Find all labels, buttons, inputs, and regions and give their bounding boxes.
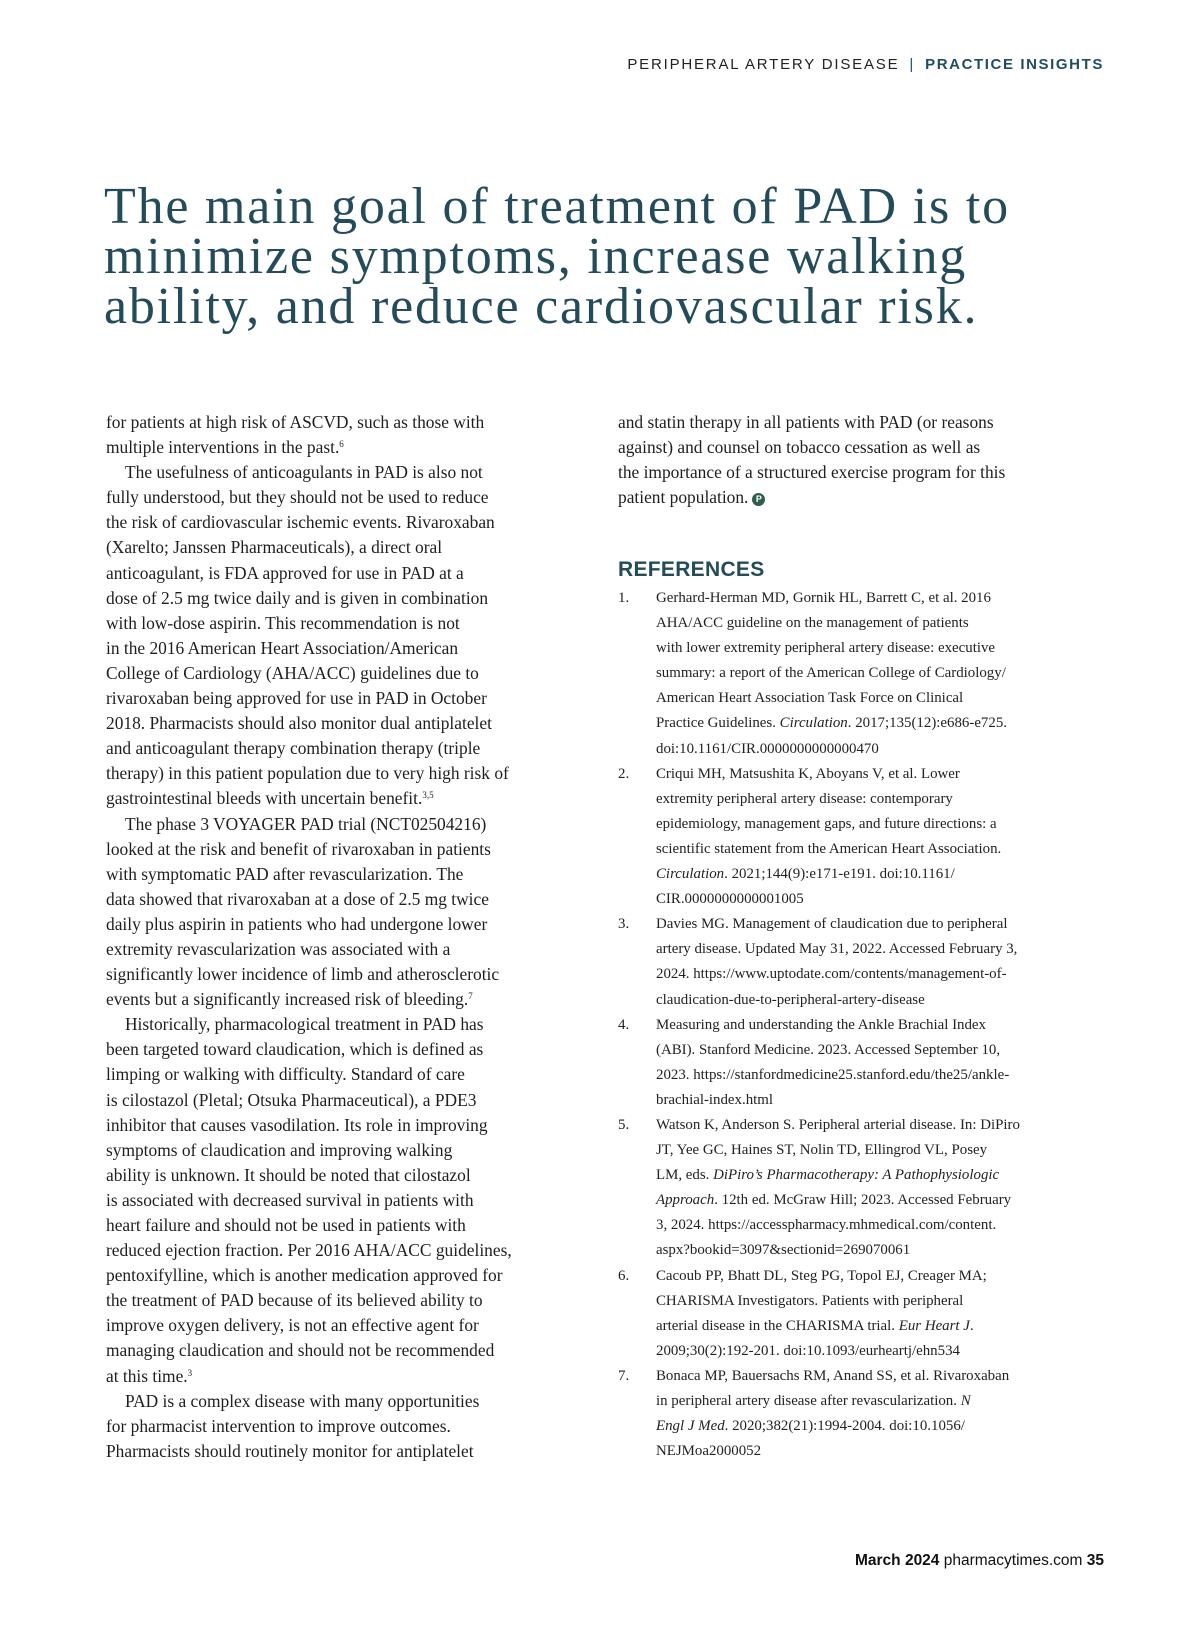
reference-line bbox=[656, 837, 1118, 862]
body-text-line bbox=[106, 686, 582, 711]
reference-line bbox=[656, 586, 1118, 611]
reference-text: American Heart Association Task Force on Clinical bbox=[656, 690, 964, 707]
reference-text: . 12th ed. McGraw Hill; 2023. Accessed February bbox=[714, 1192, 1012, 1209]
reference-text: brachial-index.html bbox=[656, 1091, 774, 1108]
body-text: managing claudication and should not be recommended bbox=[106, 1340, 495, 1361]
body-text-line bbox=[106, 987, 582, 1012]
body-text-line bbox=[106, 937, 582, 962]
reference-line bbox=[656, 1163, 1118, 1188]
body-text: rivaroxaban being approved for use in PAD in October bbox=[106, 688, 487, 709]
body-text: College of Cardiology (AHA/ACC) guidelines due to bbox=[106, 662, 479, 683]
reference-text: . 2021;144(9):e171-e191. doi:10.1161/ bbox=[724, 866, 955, 883]
body-text-line bbox=[106, 1012, 582, 1037]
journal-title: Circulation bbox=[656, 866, 725, 883]
body-text: pentoxifylline, which is another medication approved for bbox=[106, 1265, 503, 1286]
reference-text: extremity peripheral artery disease: contemporary bbox=[656, 790, 953, 807]
reference-line bbox=[656, 737, 1118, 762]
journal-title: Engl J Med bbox=[656, 1418, 725, 1435]
body-text: with low-dose aspirin. This recommendation is not bbox=[106, 612, 460, 633]
body-text: data showed that rivaroxaban at a dose of 2.5 mg twice bbox=[106, 888, 489, 909]
body-text-line bbox=[106, 711, 582, 736]
reference-line bbox=[656, 988, 1118, 1013]
header-section: PERIPHERAL ARTERY DISEASE bbox=[627, 56, 900, 73]
citation-superscript: 6 bbox=[339, 439, 344, 450]
body-text: Historically, pharmacological treatment in PAD has bbox=[125, 1014, 484, 1035]
reference-line bbox=[656, 1013, 1118, 1038]
reference-line bbox=[656, 1038, 1118, 1063]
reference-text: CHARISMA Investigators. Patients with peripheral bbox=[656, 1292, 964, 1309]
reference-text: . 2020;382(21):1994-2004. doi:10.1056/ bbox=[724, 1418, 965, 1435]
body-text-line bbox=[618, 485, 1102, 510]
reference-text: LM, eds. bbox=[656, 1167, 714, 1184]
body-text-line bbox=[106, 460, 582, 485]
reference-text: scientific statement from the American Heart Association. bbox=[656, 840, 1002, 857]
reference-line bbox=[656, 912, 1118, 937]
reference-line bbox=[656, 1414, 1118, 1439]
body-text-line bbox=[106, 1439, 582, 1464]
body-text: heart failure and should not be used in patients with bbox=[106, 1215, 466, 1235]
body-text-line bbox=[106, 510, 582, 535]
reference-line bbox=[656, 636, 1118, 661]
citation-superscript: 7 bbox=[468, 991, 473, 1002]
reference-text: . bbox=[969, 1317, 974, 1334]
body-text-line bbox=[106, 661, 582, 686]
body-text: at this time. bbox=[106, 1365, 188, 1386]
body-text: and statin therapy in all patients with PAD (or reasons bbox=[618, 412, 994, 432]
body-text: gastrointestinal bleeds with uncertain benefit. bbox=[106, 788, 423, 809]
body-text: reduced ejection fraction. Per 2016 AHA/ACC guidelines, bbox=[106, 1240, 512, 1261]
body-text: against) and counsel on tobacco cessation as well as bbox=[618, 437, 981, 458]
body-text-line bbox=[106, 1188, 582, 1213]
body-text-line bbox=[106, 1088, 582, 1113]
body-text: with symptomatic PAD after revascularization. The bbox=[106, 863, 464, 884]
reference-text: (ABI). Stanford Medicine. 2023. Accessed September 10, bbox=[656, 1041, 1001, 1058]
reference-text: 2024. https://www.uptodate.com/contents/management-of- bbox=[656, 966, 1007, 983]
footer-issue: March 2024 bbox=[854, 1552, 940, 1569]
body-text: and anticoagulant therapy combination therapy (triple bbox=[106, 738, 481, 759]
body-text-line bbox=[618, 410, 1102, 435]
journal-title: Eur Heart J bbox=[898, 1317, 970, 1334]
header-separator: | bbox=[909, 56, 916, 73]
reference-text: summary: a report of the American College of Cardiology/ bbox=[656, 665, 1006, 682]
body-text-line bbox=[106, 962, 582, 987]
reference-text: artery disease. Updated May 31, 2022. Accessed February 3, bbox=[656, 941, 1018, 958]
reference-text: Cacoub PP, Bhatt DL, Steg PG, Topol EJ, Creager MA; bbox=[656, 1267, 987, 1284]
header-category: PRACTICE INSIGHTS bbox=[925, 56, 1104, 73]
reference-text: in peripheral artery disease after revascularization. bbox=[656, 1393, 961, 1409]
body-text: Pharmacists should routinely monitor for antiplatelet bbox=[106, 1440, 474, 1461]
reference-text: Practice Guidelines. bbox=[656, 715, 780, 732]
body-text-line bbox=[106, 485, 582, 510]
body-text: is associated with decreased survival in patients with bbox=[106, 1189, 474, 1210]
reference-number: 7. bbox=[618, 1367, 630, 1384]
body-text-line bbox=[106, 862, 582, 887]
running-header bbox=[627, 56, 1104, 73]
body-text: been targeted toward claudication, which is defined as bbox=[106, 1039, 484, 1060]
reference-line bbox=[656, 611, 1118, 636]
reference-line bbox=[656, 711, 1118, 736]
reference-line bbox=[656, 1063, 1118, 1088]
body-text: fully understood, but they should not be used to reduce bbox=[106, 487, 489, 508]
body-text-line bbox=[106, 887, 582, 912]
body-text: inhibitor that causes vasodilation. Its role in improving bbox=[106, 1114, 488, 1135]
reference-number: 5. bbox=[618, 1116, 630, 1133]
body-text-line bbox=[618, 435, 1102, 460]
reference-line bbox=[656, 1389, 1118, 1414]
reference-line bbox=[656, 1264, 1118, 1289]
footer-site: pharmacytimes.com bbox=[943, 1552, 1083, 1569]
reference-line bbox=[656, 1364, 1118, 1389]
body-text: PAD is a complex disease with many opportunities bbox=[125, 1390, 480, 1411]
reference-line bbox=[656, 962, 1118, 987]
body-text-line bbox=[106, 761, 582, 786]
reference-item bbox=[618, 912, 1118, 1012]
reference-line bbox=[656, 1439, 1118, 1464]
reference-text: 3, 2024. https://accesspharmacy.mhmedical.com/content. bbox=[656, 1217, 997, 1234]
body-text-line bbox=[106, 837, 582, 862]
body-text: anticoagulant, is FDA approved for use in PAD at a bbox=[106, 562, 464, 583]
reference-text: NEJMoa2000052 bbox=[656, 1443, 762, 1460]
reference-text: Davies MG. Management of claudication due to peripheral bbox=[656, 916, 1008, 933]
body-text-line bbox=[106, 1313, 582, 1338]
body-text-line bbox=[106, 561, 582, 586]
citation-superscript: 3 bbox=[187, 1367, 193, 1378]
body-text-line bbox=[106, 1338, 582, 1363]
body-text-line bbox=[106, 736, 582, 761]
reference-line bbox=[656, 1213, 1118, 1238]
body-text: looked at the risk and benefit of rivaroxaban in patients bbox=[106, 838, 491, 859]
journal-title: Approach bbox=[656, 1192, 715, 1209]
body-text-line bbox=[106, 1062, 582, 1087]
journal-title: Circulation bbox=[779, 715, 848, 732]
reference-number: 4. bbox=[618, 1016, 630, 1033]
reference-number: 6. bbox=[618, 1267, 630, 1284]
page-footer bbox=[855, 1552, 1104, 1570]
body-text-line bbox=[618, 460, 1102, 485]
body-text: The usefulness of anticoagulants in PAD is also not bbox=[125, 462, 483, 483]
reference-line bbox=[656, 1188, 1118, 1213]
reference-line bbox=[656, 1289, 1118, 1314]
reference-line bbox=[656, 1138, 1118, 1163]
end-mark-icon: P bbox=[752, 493, 765, 506]
body-text: (Xarelto; Janssen Pharmaceuticals), a direct oral bbox=[106, 537, 443, 558]
body-text-line bbox=[106, 586, 582, 611]
body-text: The phase 3 VOYAGER PAD trial (NCT02504216) bbox=[125, 813, 487, 834]
body-text-line bbox=[106, 410, 582, 435]
body-text-line bbox=[106, 786, 582, 811]
reference-line bbox=[656, 812, 1118, 837]
reference-text: arterial disease in the CHARISMA trial. bbox=[656, 1317, 899, 1334]
reference-text: AHA/ACC guideline on the management of patients bbox=[656, 615, 969, 632]
reference-line bbox=[656, 937, 1118, 962]
citation-superscript: 3,5 bbox=[422, 790, 434, 801]
reference-text: with lower extremity peripheral artery disease: executive bbox=[656, 640, 996, 657]
body-text: limping or walking with difficulty. Standard of care bbox=[106, 1064, 465, 1085]
reference-text: . 2017;135(12):e686-e725. bbox=[847, 715, 1007, 732]
body-text-line bbox=[106, 812, 582, 837]
reference-line bbox=[656, 887, 1118, 912]
reference-text: Gerhard-Herman MD, Gornik HL, Barrett C, et al. 2016 bbox=[656, 590, 991, 606]
reference-line bbox=[656, 661, 1118, 686]
body-text: symptoms of claudication and improving walking bbox=[106, 1139, 453, 1160]
reference-number: 1. bbox=[618, 590, 630, 606]
body-text-line bbox=[106, 611, 582, 636]
body-text-line bbox=[106, 1163, 582, 1188]
body-text-line bbox=[106, 912, 582, 937]
body-text-line bbox=[106, 1263, 582, 1288]
body-column-right bbox=[618, 410, 1102, 510]
reference-item bbox=[618, 1364, 1118, 1464]
body-text-line bbox=[106, 1213, 582, 1238]
body-text-line bbox=[106, 1037, 582, 1062]
reference-line bbox=[656, 686, 1118, 711]
reference-line bbox=[656, 862, 1118, 887]
body-text: extremity revascularization was associated with a bbox=[106, 938, 451, 959]
reference-item bbox=[618, 1113, 1118, 1264]
reference-item bbox=[618, 1264, 1118, 1364]
body-text: 2018. Pharmacists should also monitor dual antiplatelet bbox=[106, 713, 492, 734]
body-text: daily plus aspirin in patients who had undergone lower bbox=[106, 913, 488, 934]
reference-text: 2023. https://stanfordmedicine25.stanford.edu/the25/ankle- bbox=[656, 1066, 1010, 1083]
body-text: the importance of a structured exercise program for this bbox=[618, 462, 1006, 483]
body-text-line bbox=[106, 1238, 582, 1263]
reference-line bbox=[656, 1314, 1118, 1339]
body-text: dose of 2.5 mg twice daily and is given in combination bbox=[106, 587, 489, 608]
reference-number: 3. bbox=[618, 916, 630, 933]
body-text: the risk of cardiovascular ischemic events. Rivaroxaban bbox=[106, 512, 495, 533]
body-text: in the 2016 American Heart Association/American bbox=[106, 637, 459, 658]
reference-number: 2. bbox=[618, 765, 630, 782]
body-text: multiple interventions in the past. bbox=[106, 437, 340, 458]
reference-text: doi:10.1161/CIR.0000000000000470 bbox=[656, 740, 879, 757]
reference-text: epidemiology, management gaps, and future directions: a bbox=[656, 815, 997, 832]
references-list bbox=[618, 586, 1118, 1464]
pull-quote-line: minimize symptoms, increase walking bbox=[104, 228, 968, 285]
body-text-line bbox=[106, 535, 582, 560]
reference-line bbox=[656, 1113, 1118, 1138]
reference-text: Criqui MH, Matsushita K, Aboyans V, et al. Lower bbox=[656, 765, 960, 782]
body-text: is cilostazol (Pletal; Otsuka Pharmaceutical), a PDE3 bbox=[106, 1089, 477, 1110]
body-text: patient population. bbox=[618, 487, 749, 508]
body-text-line bbox=[106, 1113, 582, 1138]
body-text: for patients at high risk of ASCVD, such as those with bbox=[106, 412, 485, 432]
body-text-line bbox=[106, 1138, 582, 1163]
page-number: 35 bbox=[1086, 1552, 1104, 1569]
body-text: ability is unknown. It should be noted that cilostazol bbox=[106, 1164, 471, 1185]
pull-quote-line: The main goal of treatment of PAD is to bbox=[104, 178, 1010, 235]
pull-quote-line: ability, and reduce cardiovascular risk. bbox=[104, 278, 979, 335]
reference-text: aspx?bookid=3097&sectionid=269070061 bbox=[656, 1242, 911, 1259]
body-text-line bbox=[106, 1414, 582, 1439]
reference-line bbox=[656, 787, 1118, 812]
reference-text: claudication-due-to-peripheral-artery-disease bbox=[656, 991, 925, 1008]
body-text: improve oxygen delivery, is not an effective agent for bbox=[106, 1315, 479, 1336]
body-text: events but a significantly increased risk of bleeding. bbox=[106, 989, 469, 1010]
reference-line bbox=[656, 1088, 1118, 1113]
reference-item bbox=[618, 1013, 1118, 1113]
references-heading: REFERENCES bbox=[618, 558, 765, 581]
reference-item bbox=[618, 586, 1118, 762]
body-text: significantly lower incidence of limb and atherosclerotic bbox=[106, 964, 500, 985]
body-text: the treatment of PAD because of its believed ability to bbox=[106, 1290, 483, 1311]
reference-line bbox=[656, 762, 1118, 787]
reference-text: JT, Yee GC, Haines ST, Nolin TD, Ellingrod VL, Posey bbox=[656, 1142, 988, 1159]
reference-line bbox=[656, 1339, 1118, 1364]
reference-text: Measuring and understanding the Ankle Brachial Index bbox=[656, 1016, 986, 1033]
body-text-line bbox=[106, 1364, 582, 1389]
body-text-line bbox=[106, 1288, 582, 1313]
reference-item bbox=[618, 762, 1118, 913]
journal-title: N bbox=[960, 1393, 971, 1409]
reference-text: Bonaca MP, Bauersachs RM, Anand SS, et al. Rivaroxaban bbox=[656, 1367, 1010, 1384]
body-text-line bbox=[106, 636, 582, 661]
reference-line bbox=[656, 1238, 1118, 1263]
body-text-line bbox=[106, 435, 582, 460]
body-column-left bbox=[106, 410, 582, 1464]
pull-quote bbox=[104, 178, 1104, 335]
reference-text: Watson K, Anderson S. Peripheral arterial disease. In: DiPiro bbox=[656, 1116, 1020, 1133]
body-text: therapy) in this patient population due to very high risk of bbox=[106, 763, 509, 784]
reference-text: 2009;30(2):192-201. doi:10.1093/eurheartj/ehn534 bbox=[656, 1342, 960, 1359]
reference-text: CIR.0000000000001005 bbox=[656, 891, 804, 908]
journal-title: DiPiro’s Pharmacotherapy: A Pathophysiologic bbox=[713, 1167, 1000, 1184]
body-text-line bbox=[106, 1389, 582, 1414]
body-text: for pharmacist intervention to improve outcomes. bbox=[106, 1415, 451, 1436]
